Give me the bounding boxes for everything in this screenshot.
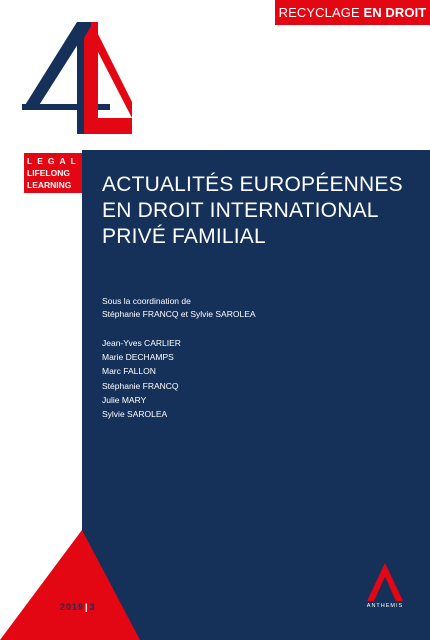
author-name: Julie MARY: [102, 394, 147, 405]
series-banner: [275, 0, 430, 25]
tagline-line-2: LIFELONG: [27, 168, 70, 178]
series-label: RECYCLAGE: [278, 5, 360, 20]
coordination-label: Sous la coordination de: [102, 296, 191, 306]
title-line-3: PRIVÉ FAMILIAL: [102, 225, 266, 248]
coordination-names: Stéphanie FRANCQ et Sylvie SAROLEA: [102, 309, 256, 319]
publisher-name: ANTHEMIS: [366, 603, 404, 609]
author-name: Marc FALLON: [102, 366, 156, 377]
book-title: [102, 172, 422, 250]
title-line-2: EN DROIT INTERNATIONAL: [102, 199, 379, 222]
author-name: Marie DECHAMPS: [102, 352, 174, 363]
edition-year-value: 2019: [60, 602, 85, 612]
author-name: Sylvie SAROLEA: [102, 409, 168, 420]
tagline-line-3: LEARNING: [27, 180, 72, 190]
author-name: Stéphanie FRANCQ: [102, 380, 179, 391]
tagline-line-1: LEGAL: [27, 156, 81, 166]
title-line-1: ACTUALITÉS EUROPÉENNES: [102, 173, 403, 196]
red-triangle-decoration: [0, 530, 140, 640]
author-list: [102, 336, 181, 421]
edition-number: 3: [89, 602, 96, 612]
4l-logo: [22, 22, 132, 134]
anthemis-logo-icon: [367, 563, 403, 601]
coordination: [102, 295, 256, 321]
series-label-bold: EN DROIT: [363, 5, 427, 20]
edition-year: 2019|3: [60, 602, 96, 612]
tagline-block: [24, 153, 82, 193]
author-name: Jean-Yves CARLIER: [102, 338, 181, 348]
